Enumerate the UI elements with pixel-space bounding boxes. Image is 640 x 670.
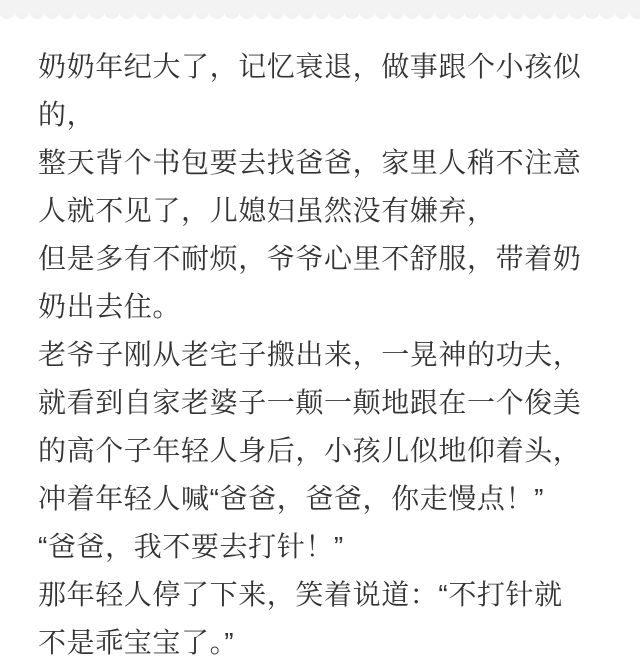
text-line: 人就不见了，儿媳妇虽然没有嫌弃， xyxy=(38,195,496,226)
text-line: 的， xyxy=(38,99,96,130)
torn-paper-edge xyxy=(0,0,640,13)
text-line: 奶奶年纪大了，记忆衰退，做事跟个小孩似 xyxy=(38,51,582,82)
text-line: 就看到自家老婆子一颠一颠地跟在一个俊美 xyxy=(38,387,582,418)
text-line: 不是乖宝宝了。” xyxy=(38,627,235,658)
text-line: 那年轻人停了下来，笑着说道：“不打针就 xyxy=(38,579,563,610)
text-line: 冲着年轻人喊“爸爸，爸爸，你走慢点！” xyxy=(38,483,545,514)
text-line: 但是多有不耐烦，爷爷心里不舒服，带着奶 xyxy=(38,243,582,274)
text-line: 奶出去住。 xyxy=(38,291,182,322)
text-line: 老爷子刚从老宅子搬出来，一晃神的功夫， xyxy=(38,339,582,370)
text-line: “爸爸，我不要去打针！” xyxy=(38,531,344,562)
story-text-page xyxy=(0,13,640,667)
text-line: 整天背个书包要去找爸爸，家里人稍不注意 xyxy=(38,147,582,178)
text-line: 的高个子年轻人身后，小孩儿似地仰着头， xyxy=(38,435,582,466)
